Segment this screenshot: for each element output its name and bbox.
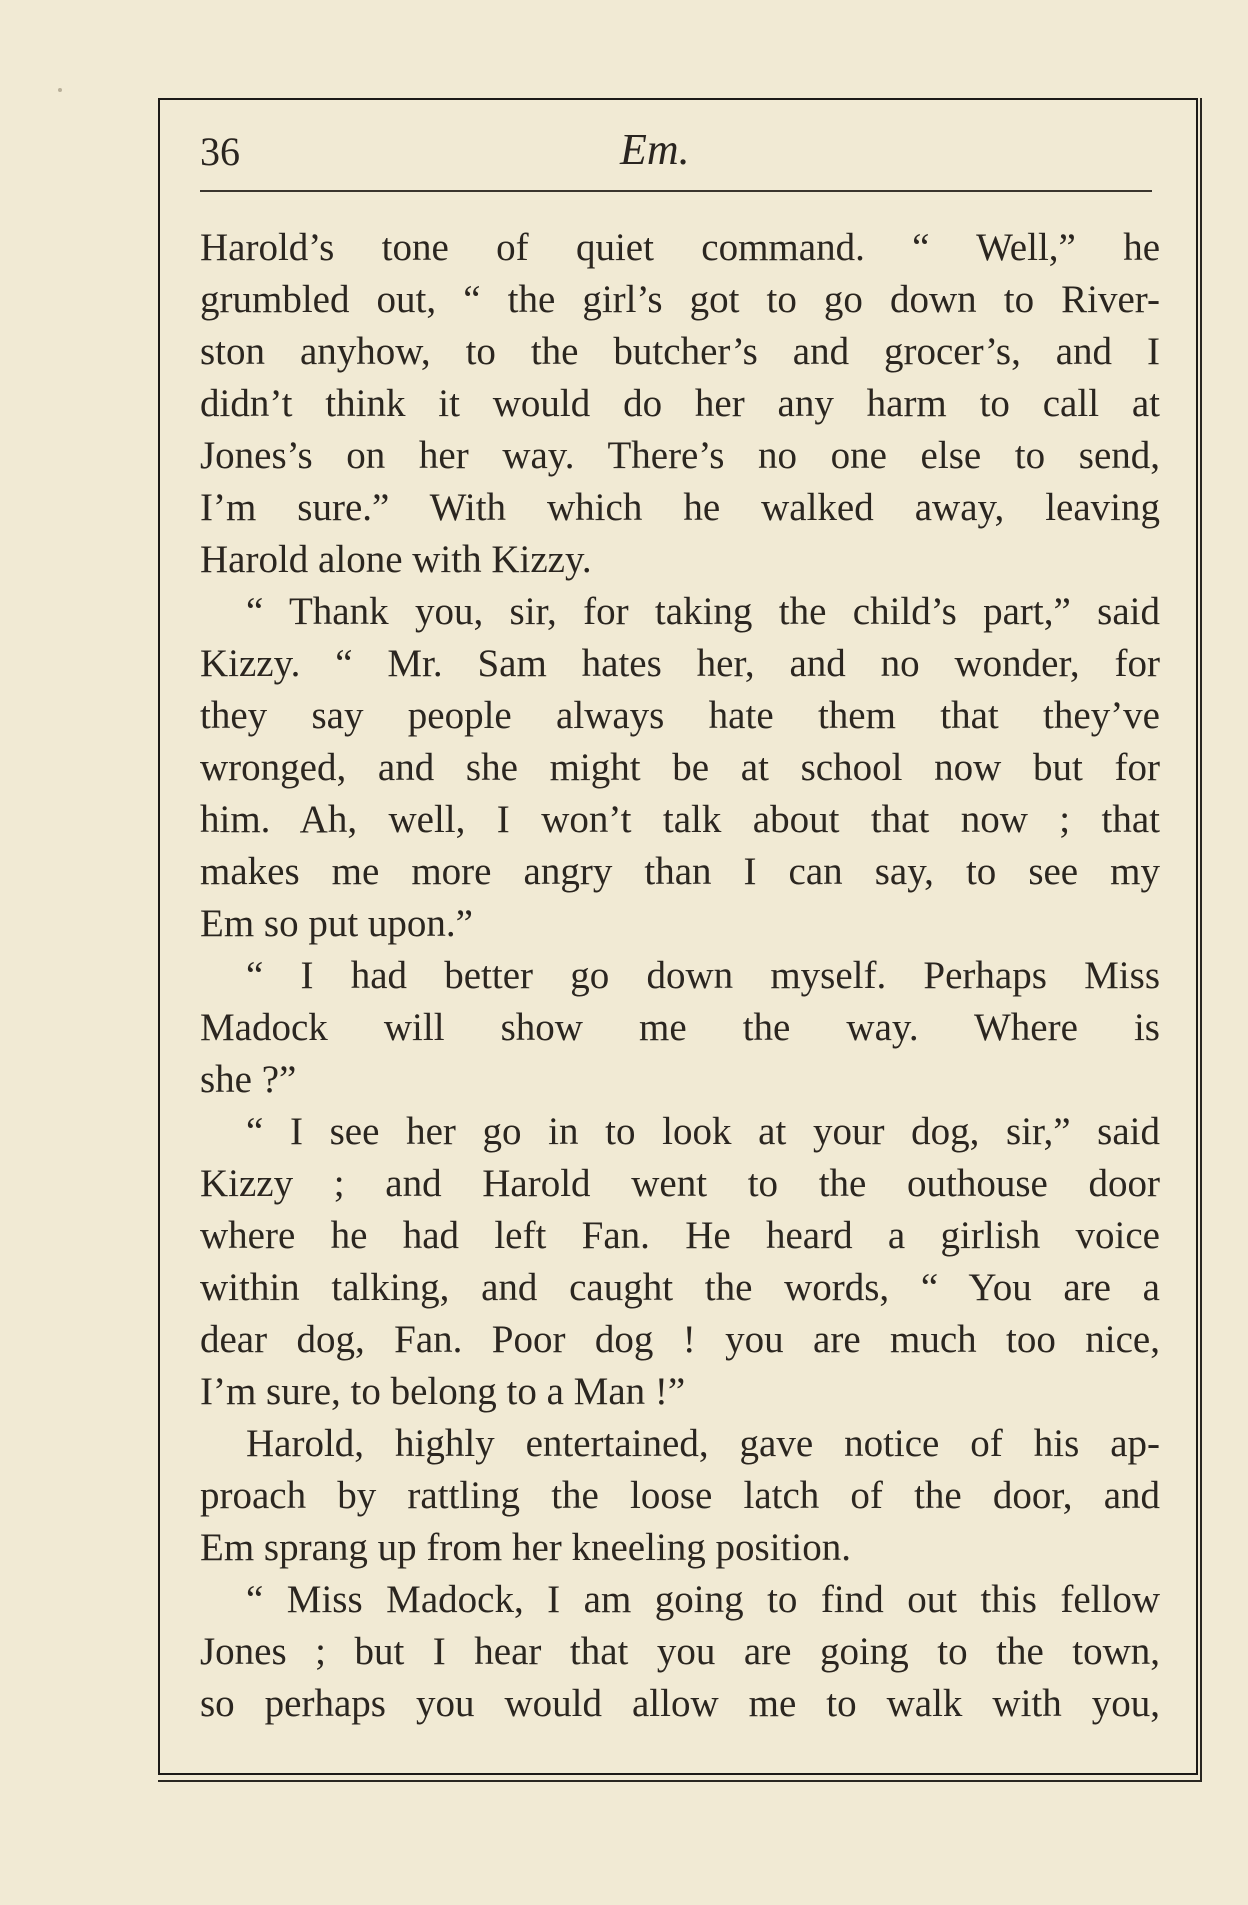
text-line: dear dog, Fan. Poor dog ! you are much too nice, <box>200 1318 1160 1361</box>
text-line: “ Thank you, sir, for taking the child’s part,” said <box>246 590 1160 633</box>
text-line: Kizzy ; and Harold went to the outhouse door <box>200 1162 1160 1205</box>
text-line: Kizzy. “ Mr. Sam hates her, and no wonder, for <box>200 642 1160 685</box>
text-line: I’m sure, to belong to a Man !” <box>200 1370 686 1413</box>
text-line: I’m sure.” With which he walked away, leaving <box>200 486 1160 529</box>
page-border-shadow-bottom <box>158 1780 1202 1782</box>
text-line: him. Ah, well, I won’t talk about that now ; that <box>200 798 1160 841</box>
text-line: didn’t think it would do her any harm to call at <box>200 382 1160 425</box>
text-line: within talking, and caught the words, “ You are a <box>200 1266 1160 1309</box>
page-header <box>200 118 1152 178</box>
text-line: Jones’s on her way. There’s no one else to send, <box>200 434 1160 477</box>
text-line: Em so put upon.” <box>200 902 473 945</box>
text-line: where he had left Fan. He heard a girlish voice <box>200 1214 1160 1257</box>
text-line: “ I had better go down myself. Perhaps Miss <box>246 954 1160 997</box>
text-line: “ I see her go in to look at your dog, sir,” said <box>246 1110 1160 1153</box>
text-line: makes me more angry than I can say, to see my <box>200 850 1160 893</box>
page-number: 36 <box>200 129 240 174</box>
text-line: Jones ; but I hear that you are going to the town, <box>200 1630 1160 1673</box>
text-line: ston anyhow, to the butcher’s and grocer’s, and I <box>200 330 1160 373</box>
text-line: Harold’s tone of quiet command. “ Well,” he <box>200 226 1160 269</box>
margin-speck <box>58 88 62 92</box>
page-border-shadow-right <box>1200 98 1202 1782</box>
text-line: Em sprang up from her kneeling position. <box>200 1526 851 1569</box>
text-line: wronged, and she might be at school now but for <box>200 746 1160 789</box>
text-line: she ?” <box>200 1058 297 1101</box>
text-line: proach by rattling the loose latch of the door, and <box>200 1474 1160 1517</box>
text-line: “ Miss Madock, I am going to find out this fellow <box>246 1578 1160 1621</box>
running-head-title: Em. <box>620 125 690 174</box>
text-line: so perhaps you would allow me to walk with you, <box>200 1682 1160 1725</box>
text-line: they say people always hate them that they’ve <box>200 694 1160 737</box>
body-text <box>200 222 1160 1730</box>
text-line: grumbled out, “ the girl’s got to go down to River- <box>200 278 1160 321</box>
text-line: Harold alone with Kizzy. <box>200 538 592 581</box>
text-line: Madock will show me the way. Where is <box>200 1006 1160 1049</box>
text-line: Harold, highly entertained, gave notice of his ap- <box>246 1422 1160 1465</box>
header-rule <box>200 190 1152 192</box>
